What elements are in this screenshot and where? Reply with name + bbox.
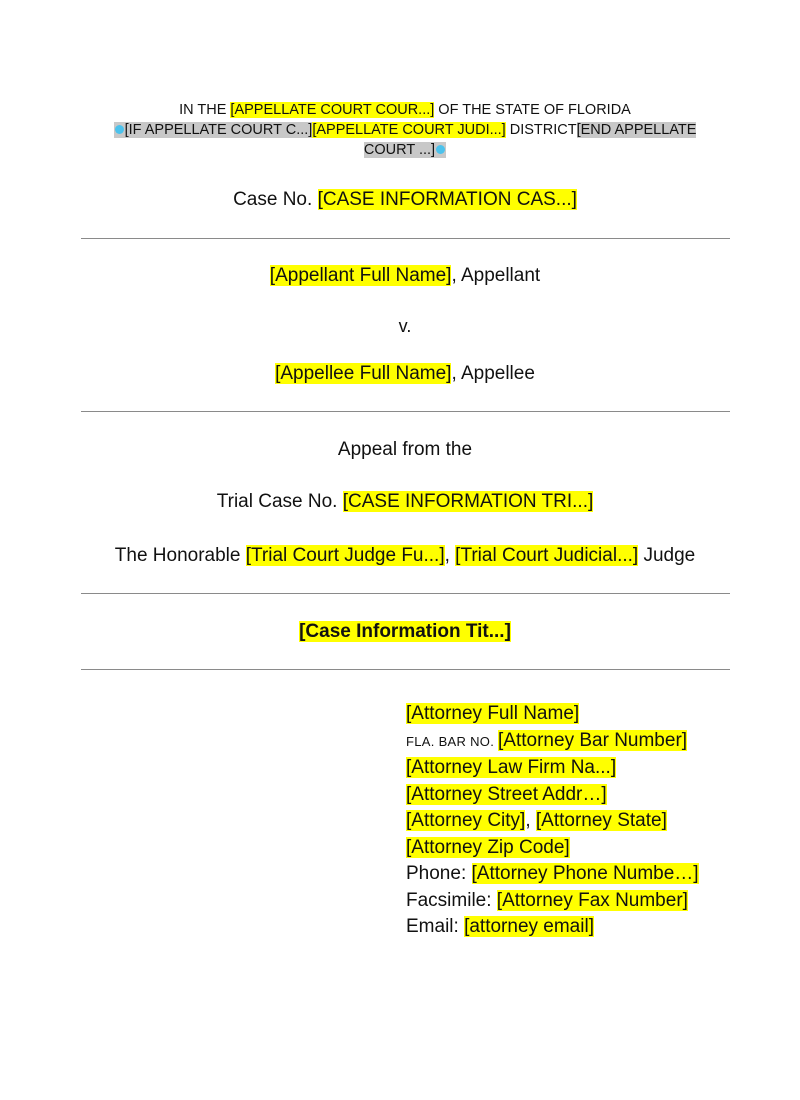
- attorney-bar-number-field[interactable]: [Attorney Bar Number]: [498, 729, 688, 751]
- attorney-phone-field[interactable]: [Attorney Phone Numbe…]: [471, 863, 699, 884]
- court-header-line2: [IF APPELLATE COURT C...][APPELLATE COURT JUDI...] DISTRICT[END APPELLATE: [90, 120, 720, 140]
- end-appellate-court-field[interactable]: [END APPELLATE: [576, 122, 697, 138]
- trial-case-number-field[interactable]: [CASE INFORMATION TRI...]: [342, 491, 594, 512]
- attorney-city-field[interactable]: [Attorney City]: [406, 810, 526, 831]
- attorney-name-field[interactable]: [Attorney Full Name]: [406, 703, 580, 724]
- court-header-line1: IN THE [APPELLATE COURT COUR...] OF THE STATE OF FLORIDA: [179, 102, 631, 118]
- attorney-zip-field[interactable]: [Attorney Zip Code]: [406, 836, 570, 858]
- case-title-field[interactable]: [Case Information Tit...]: [299, 621, 511, 642]
- divider: [81, 669, 730, 670]
- appeal-from-text: Appeal from the: [337, 439, 473, 460]
- attorney-street-field[interactable]: [Attorney Street Addr…]: [406, 783, 607, 805]
- appellate-court-field[interactable]: [APPELLATE COURT COUR...]: [230, 102, 435, 118]
- appellee-line: [Appellee Full Name], Appellee: [275, 363, 535, 384]
- trial-judge-name-field[interactable]: [Trial Court Judge Fu...]: [245, 545, 445, 566]
- conditional-end-marker-icon[interactable]: [436, 145, 445, 154]
- if-appellate-court-field[interactable]: [IF APPELLATE COURT C...]: [124, 122, 313, 138]
- divider: [81, 238, 730, 239]
- court-header-line3: [90, 140, 720, 160]
- case-number-field[interactable]: [CASE INFORMATION CAS...]: [317, 189, 577, 210]
- case-number-line: Case No. [CASE INFORMATION CAS...]: [233, 189, 577, 210]
- divider: [81, 411, 730, 412]
- attorney-law-firm-field[interactable]: [Attorney Law Firm Na...]: [406, 757, 617, 778]
- appellate-court-judicial-field[interactable]: [APPELLATE COURT JUDI...]: [312, 122, 506, 138]
- conditional-start-marker-icon[interactable]: [115, 125, 124, 134]
- phone-label: Phone:: [406, 863, 472, 884]
- divider: [81, 593, 730, 594]
- email-label: Email:: [406, 916, 465, 937]
- attorney-fax-field[interactable]: [Attorney Fax Number]: [496, 889, 688, 911]
- honorable-judge-line: The Honorable [Trial Court Judge Fu...], [Trial Court Judicial...] Judge: [114, 545, 696, 566]
- fax-label: Facsimile:: [406, 889, 497, 911]
- appellee-name-field[interactable]: [Appellee Full Name]: [275, 363, 452, 384]
- versus-text: v.: [398, 316, 412, 336]
- trial-court-judicial-field[interactable]: [Trial Court Judicial...]: [455, 545, 639, 566]
- court-header: [90, 100, 720, 160]
- attorney-signature-block: [Attorney Full Name] FLA. BAR NO. [Attorney Bar Number] [Attorney Law Firm Na...] [Attorney Street Addr…] [Attorney City], [Attorney State] [Attorney Zip Code] Phone: [Attorney Phone Numbe…] Facsimile: [Attorney Fax Number] Email: [attorney email]: [406, 703, 699, 937]
- attorney-state-field[interactable]: [Attorney State]: [535, 810, 667, 831]
- end-appellate-court-field-cont[interactable]: COURT ...]: [363, 142, 436, 158]
- bar-number-label: FLA. BAR NO.: [406, 733, 499, 749]
- appellant-line: [Appellant Full Name], Appellant: [269, 265, 541, 286]
- document-title-line: [80, 621, 730, 643]
- trial-case-line: Trial Case No. [CASE INFORMATION TRI...]: [216, 491, 594, 512]
- appellant-name-field[interactable]: [Appellant Full Name]: [269, 265, 452, 286]
- attorney-email-field[interactable]: [attorney email]: [464, 916, 594, 937]
